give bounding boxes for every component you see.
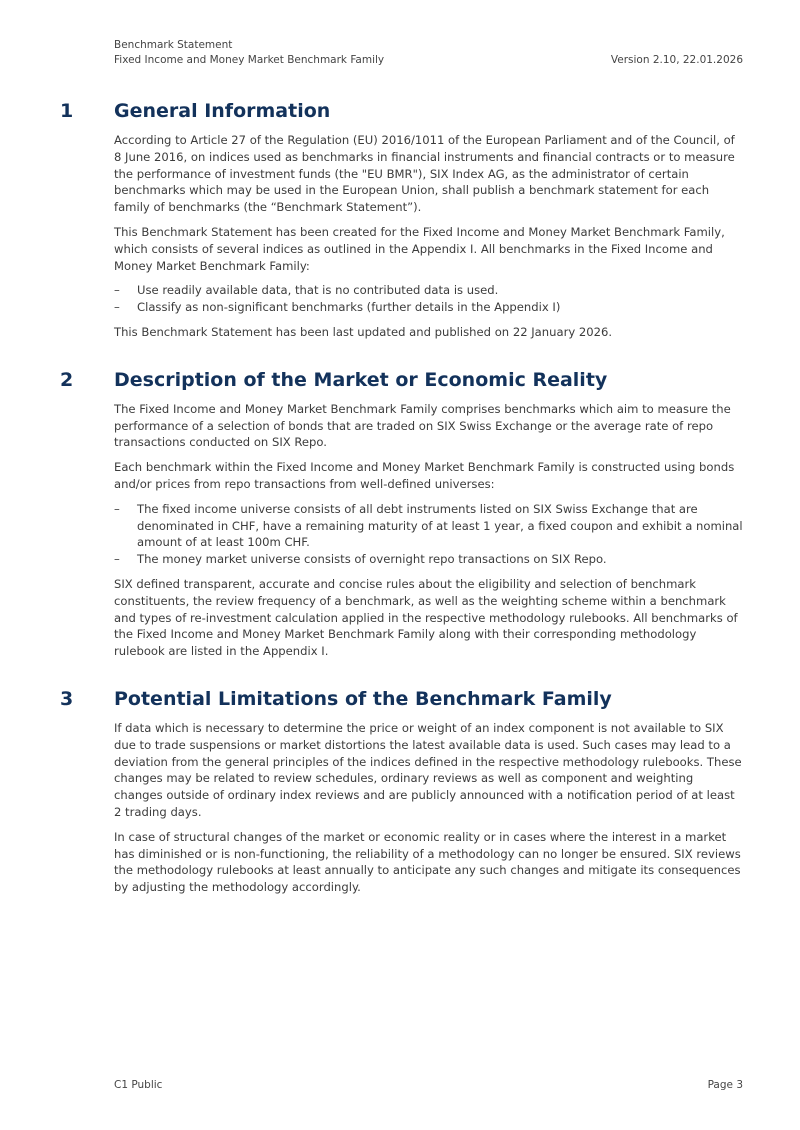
section-general-information — [0, 96, 800, 341]
bullet-list — [114, 501, 744, 568]
bullet-dash: – — [114, 300, 120, 315]
paragraph: According to Article 27 of the Regulation (EU) 2016/1011 of the European Parliament and of the Council, of 8 June 2016, on indices used as benchmarks in financial instruments and financial contracts or to measure the performance of investment funds (the "EU BMR"), SIX Index AG, as the administrator of certain benchmarks which may be used in the European Union, shall publish a benchmark statement for each family of benchmarks (the “Benchmark Statement”). — [114, 133, 735, 215]
header-doc-type: Benchmark Statement — [114, 39, 233, 51]
section-title: Potential Limitations of the Benchmark Family — [114, 687, 612, 710]
page-header — [114, 38, 743, 68]
section-market-description — [0, 365, 800, 660]
bullet-dash: – — [114, 501, 120, 516]
section-body — [114, 720, 744, 896]
list-item-text: Classify as non-significant benchmarks (further details in the Appendix I) — [137, 300, 561, 315]
footer-page-number: Page 3 — [707, 1079, 743, 1091]
list-item — [114, 501, 744, 551]
list-item — [114, 299, 744, 316]
section-number: 2 — [60, 368, 74, 391]
list-item-text: The fixed income universe consists of all debt instruments listed on SIX Swiss Exchange that are denominated in CHF, have a remaining maturity of at least 1 year, a fixed coupon and exhibit a nominal amount of at least 100m CHF. — [137, 501, 743, 550]
list-item-text: Use readily available data, that is no contributed data is used. — [137, 283, 499, 298]
section-number: 3 — [60, 687, 74, 710]
paragraph: If data which is necessary to determine the price or weight of an index component is not available to SIX due to trade suspensions or market distortions the latest available data is used. Such cases may lead to a deviation from the general principles of the indices defined in the respective methodology rulebooks. These changes may be related to review schedules, ordinary reviews as well as component and weighting changes outside of ordinary index reviews and are publicly announced with a notification period of at least 2 trading days. — [114, 720, 742, 819]
list-item — [114, 282, 744, 299]
section-heading — [0, 365, 800, 395]
bullet-list — [114, 282, 744, 316]
paragraph: SIX defined transparent, accurate and concise rules about the eligibility and selection of benchmark constituents, the review frequency of a benchmark, as well as the weighting scheme within a benchmark and types of re-investment calculation applied in the respective methodology rulebooks. All benchmarks of the Fixed Income and Money Market Benchmark Family along with their corresponding methodology rulebook are listed in the Appendix I. — [114, 576, 738, 659]
section-heading — [0, 96, 800, 126]
footer-classification: C1 Public — [114, 1079, 163, 1091]
paragraph: Each benchmark within the Fixed Income and Money Market Benchmark Family is constructed using bonds and/or prices from repo transactions from well-defined universes: — [114, 460, 735, 491]
section-title: Description of the Market or Economic Reality — [114, 368, 608, 391]
bullet-dash: – — [114, 283, 120, 298]
paragraph: This Benchmark Statement has been created for the Fixed Income and Money Market Benchmark Family, which consists of several indices as outlined in the Appendix I. All benchmarks in the Fixed Income and Money Market Benchmark Family: — [114, 224, 725, 273]
header-left — [114, 38, 384, 68]
header-family: Fixed Income and Money Market Benchmark Family — [114, 54, 385, 66]
section-heading — [0, 684, 800, 714]
section-body — [114, 132, 744, 341]
list-item — [114, 551, 744, 568]
document-body — [0, 96, 800, 920]
list-item-text: The money market universe consists of overnight repo transactions on SIX Repo. — [137, 552, 607, 567]
paragraph: This Benchmark Statement has been last updated and published on 22 January 2026. — [114, 324, 613, 339]
section-number: 1 — [60, 100, 74, 122]
bullet-dash: – — [114, 552, 120, 567]
section-potential-limitations — [0, 684, 800, 896]
header-version: Version 2.10, 22.01.2026 — [610, 54, 743, 66]
page-footer — [114, 1078, 743, 1093]
paragraph: In case of structural changes of the market or economic reality or in cases where the interest in a market has diminished or is non-functioning, the reliability of a methodology can no longer be ensured. SIX reviews the methodology rulebooks at least annually to anticipate any such changes and mitigate its consequences by adjusting the methodology accordingly. — [114, 829, 741, 895]
paragraph: The Fixed Income and Money Market Benchmark Family comprises benchmarks which aim to measure the performance of a selection of bonds that are traded on SIX Swiss Exchange or the average rate of repo transactions conducted on SIX Repo. — [114, 401, 731, 450]
section-body — [114, 401, 744, 660]
section-title: General Information — [114, 100, 331, 122]
